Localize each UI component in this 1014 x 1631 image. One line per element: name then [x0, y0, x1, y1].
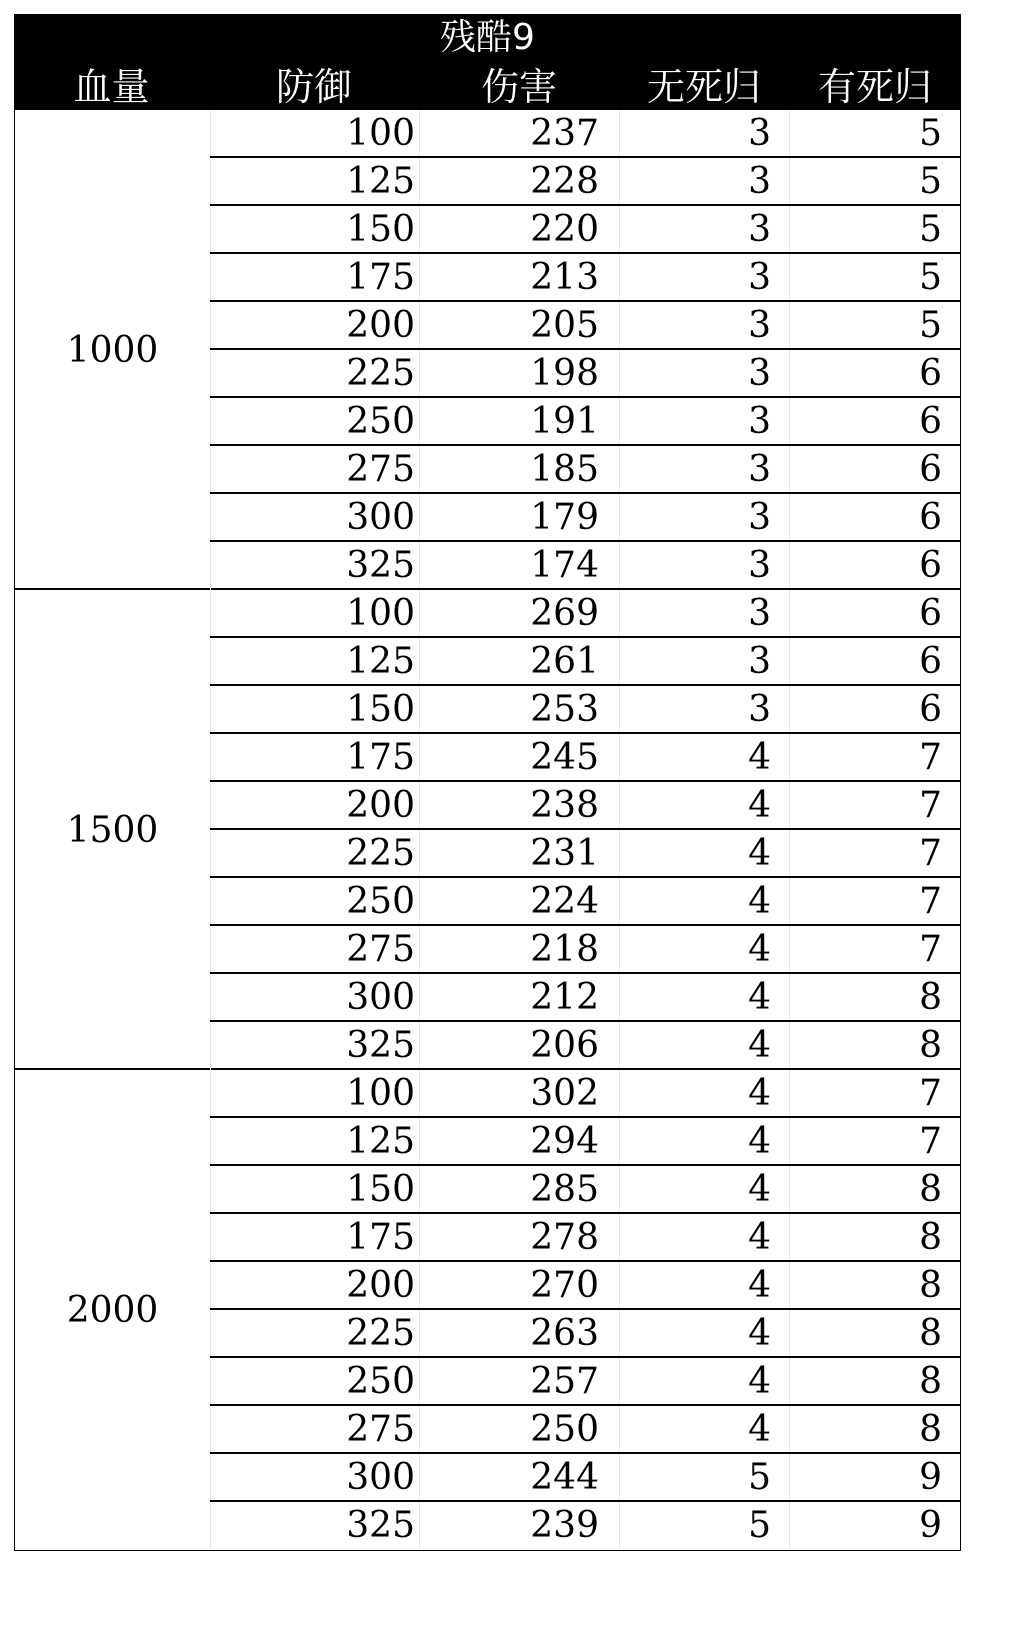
- defense-cell: 125: [210, 1118, 420, 1164]
- column-header-no-death-return: 无死归: [646, 65, 761, 109]
- table-row: [210, 878, 960, 926]
- with-death-return-cell: 9: [919, 1457, 942, 1498]
- with-death-return-cell: 8: [919, 1265, 942, 1306]
- damage-cell: 250: [420, 1406, 620, 1452]
- hp-group: [14, 110, 961, 590]
- no-death-return-cell: 4: [620, 734, 790, 780]
- table-row: [210, 206, 960, 254]
- table-row: [210, 1406, 960, 1454]
- damage-cell: 239: [420, 1502, 620, 1548]
- table-row: [210, 686, 960, 734]
- table-row: [210, 1310, 960, 1358]
- no-death-return-cell: 3: [620, 494, 790, 540]
- no-death-return-cell: 3: [620, 542, 790, 588]
- defense-cell: 225: [210, 1310, 420, 1356]
- no-death-return-cell: 4: [620, 1070, 790, 1116]
- no-death-return-cell: 4: [620, 1166, 790, 1212]
- with-death-return-cell: 5: [919, 113, 942, 154]
- table-row: [210, 542, 960, 590]
- with-death-return-cell: 8: [919, 1169, 942, 1210]
- no-death-return-cell: 4: [620, 1214, 790, 1260]
- table-row: [210, 974, 960, 1022]
- with-death-return-cell: 8: [919, 1361, 942, 1402]
- table-row: [210, 638, 960, 686]
- hp-value-cell: 2000: [66, 1289, 159, 1331]
- with-death-return-cell: 7: [919, 737, 942, 778]
- damage-cell: 278: [420, 1214, 620, 1260]
- no-death-return-cell: 4: [620, 1310, 790, 1356]
- table-row: [210, 1502, 960, 1550]
- defense-cell: 325: [210, 1022, 420, 1068]
- data-table: [14, 14, 961, 1617]
- defense-cell: 125: [210, 638, 420, 684]
- no-death-return-cell: 5: [620, 1502, 790, 1548]
- with-death-return-cell: 8: [919, 1025, 942, 1066]
- damage-cell: 218: [420, 926, 620, 972]
- defense-cell: 100: [210, 110, 420, 156]
- defense-cell: 175: [210, 734, 420, 780]
- no-death-return-cell: 3: [620, 398, 790, 444]
- damage-cell: 191: [420, 398, 620, 444]
- with-death-return-cell: 7: [919, 929, 942, 970]
- damage-cell: 263: [420, 1310, 620, 1356]
- no-death-return-cell: 4: [620, 1118, 790, 1164]
- table-row: [210, 398, 960, 446]
- damage-cell: 228: [420, 158, 620, 204]
- with-death-return-cell: 8: [919, 1409, 942, 1450]
- damage-cell: 205: [420, 302, 620, 348]
- defense-cell: 200: [210, 302, 420, 348]
- no-death-return-cell: 3: [620, 110, 790, 156]
- damage-cell: 253: [420, 686, 620, 732]
- table-row: [210, 782, 960, 830]
- defense-cell: 250: [210, 878, 420, 924]
- with-death-return-cell: 7: [919, 785, 942, 826]
- no-death-return-cell: 4: [620, 782, 790, 828]
- table-row: [210, 446, 960, 494]
- table-row: [210, 110, 960, 158]
- defense-cell: 125: [210, 158, 420, 204]
- damage-cell: 179: [420, 494, 620, 540]
- table-row: [210, 830, 960, 878]
- damage-cell: 238: [420, 782, 620, 828]
- no-death-return-cell: 3: [620, 686, 790, 732]
- table-row: [210, 350, 960, 398]
- no-death-return-cell: 3: [620, 158, 790, 204]
- defense-cell: 300: [210, 1454, 420, 1500]
- with-death-return-cell: 6: [919, 689, 942, 730]
- with-death-return-cell: 8: [919, 1313, 942, 1354]
- no-death-return-cell: 4: [620, 1022, 790, 1068]
- defense-cell: 100: [210, 1070, 420, 1116]
- with-death-return-cell: 6: [919, 449, 942, 490]
- no-death-return-cell: 4: [620, 1406, 790, 1452]
- defense-cell: 275: [210, 926, 420, 972]
- damage-cell: 294: [420, 1118, 620, 1164]
- damage-cell: 257: [420, 1358, 620, 1404]
- with-death-return-cell: 9: [919, 1505, 942, 1546]
- damage-cell: 244: [420, 1454, 620, 1500]
- with-death-return-cell: 7: [919, 881, 942, 922]
- defense-cell: 175: [210, 254, 420, 300]
- with-death-return-cell: 6: [919, 497, 942, 538]
- table-row: [210, 158, 960, 206]
- defense-cell: 325: [210, 542, 420, 588]
- table-row: [210, 734, 960, 782]
- no-death-return-cell: 4: [620, 974, 790, 1020]
- table-row: [210, 302, 960, 350]
- table-row: [210, 1022, 960, 1070]
- column-header-with-death-return: 有死归: [817, 65, 932, 109]
- hp-group: [14, 1070, 961, 1551]
- no-death-return-cell: 3: [620, 206, 790, 252]
- damage-cell: 212: [420, 974, 620, 1020]
- defense-cell: 275: [210, 446, 420, 492]
- no-death-return-cell: 4: [620, 926, 790, 972]
- damage-cell: 261: [420, 638, 620, 684]
- damage-cell: 224: [420, 878, 620, 924]
- defense-cell: 150: [210, 686, 420, 732]
- table-row: [210, 494, 960, 542]
- defense-cell: 325: [210, 1502, 420, 1548]
- table-title: 残酷9: [440, 17, 535, 58]
- damage-cell: 237: [420, 110, 620, 156]
- defense-cell: 250: [210, 1358, 420, 1404]
- damage-cell: 198: [420, 350, 620, 396]
- with-death-return-cell: 6: [919, 593, 942, 634]
- table-row: [210, 1070, 960, 1118]
- defense-cell: 225: [210, 350, 420, 396]
- hp-value-cell: 1500: [66, 809, 159, 851]
- with-death-return-cell: 7: [919, 1073, 942, 1114]
- defense-cell: 150: [210, 206, 420, 252]
- hp-group: [14, 590, 961, 1070]
- table-row: [210, 254, 960, 302]
- column-header-hp: 血量: [73, 65, 150, 109]
- no-death-return-cell: 5: [620, 1454, 790, 1500]
- table-row: [210, 1358, 960, 1406]
- no-death-return-cell: 4: [620, 878, 790, 924]
- defense-cell: 150: [210, 1166, 420, 1212]
- with-death-return-cell: 5: [919, 305, 942, 346]
- damage-cell: 269: [420, 590, 620, 636]
- with-death-return-cell: 6: [919, 401, 942, 442]
- defense-cell: 300: [210, 494, 420, 540]
- defense-cell: 175: [210, 1214, 420, 1260]
- no-death-return-cell: 3: [620, 446, 790, 492]
- no-death-return-cell: 3: [620, 302, 790, 348]
- with-death-return-cell: 7: [919, 1121, 942, 1162]
- damage-cell: 231: [420, 830, 620, 876]
- with-death-return-cell: 5: [919, 257, 942, 298]
- damage-cell: 213: [420, 254, 620, 300]
- defense-cell: 275: [210, 1406, 420, 1452]
- column-header-defense: 防御: [275, 65, 352, 109]
- damage-cell: 302: [420, 1070, 620, 1116]
- defense-cell: 225: [210, 830, 420, 876]
- table-row: [210, 590, 960, 638]
- with-death-return-cell: 8: [919, 1217, 942, 1258]
- damage-cell: 185: [420, 446, 620, 492]
- no-death-return-cell: 3: [620, 350, 790, 396]
- no-death-return-cell: 4: [620, 1358, 790, 1404]
- table-row: [210, 1166, 960, 1214]
- column-header-damage: 伤害: [480, 65, 557, 109]
- table-row: [210, 1118, 960, 1166]
- defense-cell: 100: [210, 590, 420, 636]
- defense-cell: 250: [210, 398, 420, 444]
- defense-cell: 200: [210, 1262, 420, 1308]
- damage-cell: 285: [420, 1166, 620, 1212]
- no-death-return-cell: 3: [620, 638, 790, 684]
- defense-cell: 200: [210, 782, 420, 828]
- with-death-return-cell: 6: [919, 641, 942, 682]
- table-row: [210, 1262, 960, 1310]
- damage-cell: 245: [420, 734, 620, 780]
- table-row: [210, 1454, 960, 1502]
- no-death-return-cell: 3: [620, 254, 790, 300]
- with-death-return-cell: 8: [919, 977, 942, 1018]
- damage-cell: 174: [420, 542, 620, 588]
- no-death-return-cell: 3: [620, 590, 790, 636]
- no-death-return-cell: 4: [620, 1262, 790, 1308]
- with-death-return-cell: 5: [919, 209, 942, 250]
- damage-cell: 206: [420, 1022, 620, 1068]
- hp-value-cell: 1000: [66, 329, 159, 371]
- with-death-return-cell: 5: [919, 161, 942, 202]
- defense-cell: 300: [210, 974, 420, 1020]
- with-death-return-cell: 6: [919, 545, 942, 586]
- damage-cell: 270: [420, 1262, 620, 1308]
- table-row: [210, 1214, 960, 1262]
- damage-cell: 220: [420, 206, 620, 252]
- with-death-return-cell: 7: [919, 833, 942, 874]
- table-header: [14, 14, 961, 110]
- with-death-return-cell: 6: [919, 353, 942, 394]
- table-row: [210, 926, 960, 974]
- no-death-return-cell: 4: [620, 830, 790, 876]
